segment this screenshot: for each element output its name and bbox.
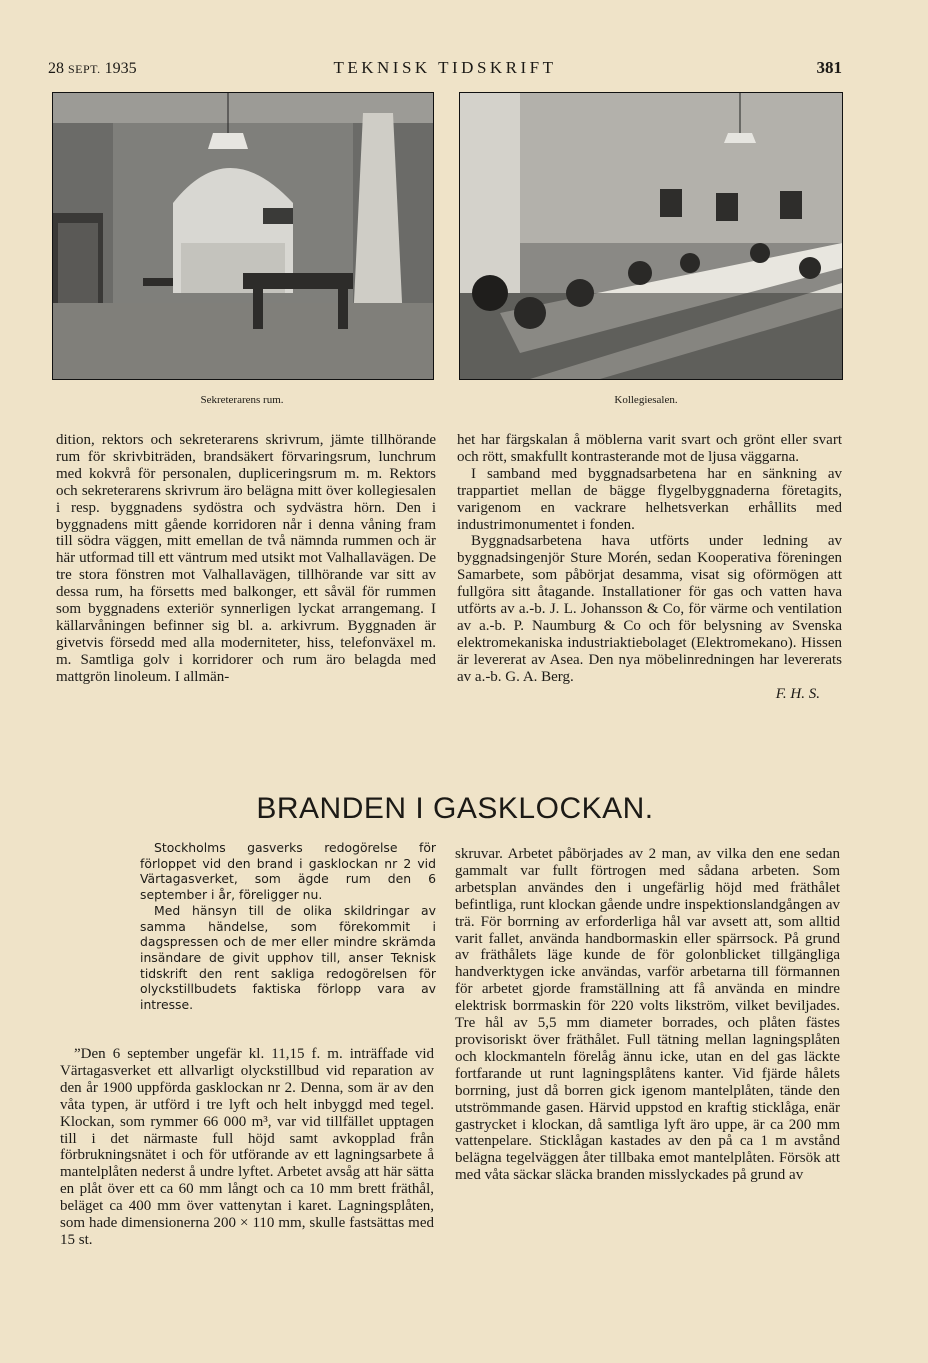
caption-council-hall: Kollegiesalen. — [614, 394, 678, 406]
article2-intro-paragraph-2: Med hänsyn till de olika skildringar av samma händelse, som förekommit i dagspressen och de mer eller mindre skrämda insändare de givit upphov till, anser Teknisk tidskrift den rent sakliga redogörelsen för olyckstillbudets faktiska förlopp vara av intresse. — [140, 902, 436, 1013]
article1-signature: F. H. S. — [775, 685, 820, 702]
article2-intro — [140, 840, 436, 1013]
article1-left-text: dition, rektors och sekreterarens skrivrum, jämte tillhörande rum för skrivbiträden, brandsäkert förvaringsrum, lunchrum med kokvrå för personalen, dupliceringsrum m. m. Rektors och sekreterarens skrivrum äro belägna mitt över kollegiesalen i resp. byggnadens sydöstra och sydvästra hörn. Den i byggnadens mitt gående korridoren når i denna våning fram till södra väggen, mitt emellan de två nämnda rummen och är här utformad till ett väntrum med utsikt mot Valhallavägen. De tre stora fönstren mot Valhallavägen, tillhörande var sitt av dessa rum, ha försetts med balkonger, ett såväl för rummen som byggnadens exteriör synnerligen lyckat arrangemang. I källarvåningen befinner sig bl. a. arkivrum. Byggnaden är givetvis försedd med alla moderniteter, hiss, telefonväxel m. m. Samtliga golv i korridorer och rum äro belagda med mattgrön linoleum. I allmän- — [56, 432, 436, 685]
article2-right-column — [455, 846, 840, 1184]
article2-headline: BRANDEN I GASKLOCKAN. — [256, 792, 654, 825]
page-number: 381 — [816, 58, 842, 77]
article1-right-paragraph-1: het har färgskalan å möblerna varit svart och grönt eller svart och rött, smakfullt kontrasterande mot de ljusa väggarna. — [457, 432, 842, 465]
date-day: 28 — [48, 60, 64, 77]
article2-left-text: ”Den 6 september ungefär kl. 11,15 f. m. inträffade vid Värtagasverket ett allvarligt olyckstillbud vid reparation av den år 1900 uppförda gasklockan nr 2. Denna, som är av den våta typen, är utförd i tre lyft och helt inbyggd med tegel. Klockan, som rymmer 66 000 m³, var vid tillfället upptagen till i det närmaste full höjd samt avkopplad från förbrukningsnätet i och för utförande av ett lagningsarbete å mantelplåten nederst å undre lyftet. Arbetet avsåg att här sätta en plåt över ett ca 60 mm långt och ca 10 mm brett fräthål, beläget ca 400 mm över vattenytan i karet. Lagningsplåten, som hade dimensionerna 200 × 110 mm, skulle fastsättas med 15 st. — [60, 1046, 434, 1248]
article2-left-column — [60, 1046, 434, 1249]
article1-right-paragraph-3: Byggnadsarbetena hava utförts under ledning av byggnadsingenjör Sture Morén, sedan Kooperativa föreningen Samarbete, som påbörjat desamma, visat sig oförmögen att fullgöra sitt åtagande. Installationer för gas och vatten hava utförts av a.-b. J. L. Johansson & Co, för värme och ventilation av a.-b. P. Naumburg & Co och för belysning av Svenska elektromekaniska industriaktiebolaget (Elektromekano). Hissen är levererat av Asea. Den nya möbelinredningen har levererats av a.-b. G. A. Berg. — [457, 533, 842, 685]
article2-right-text: skruvar. Arbetet påbörjades av 2 man, av vilka den ene sedan gammalt var fullt förtrogen med sådana arbeten. Som arbetsplan användes den i ungefärlig höjd med fräthålet befintliga, runt klockan gående undre inspektionslandgången av trä. För borrning av erforderliga hål var avsett att, som alltid varit fallet, använda handbormaskin eller spärrsock. På grund av fräthålets läge kunde de för golonblicket tillgängliga handverktygen icke användas, varför arbetarna till förmannen för arbetet gjorde framställning att få använda en mindre elektrisk borrmaskin för 220 volts likström, vilket beviljades. Tre hål av 5,5 mm diameter borrades, och plåten fästes provisoriskt över fräthålet. Full tätning mellan lagningsplåten och klockmanteln förelåg ännu icke, utan en del gas läckte fortfarande ut runt lagningsplåtens kanter. Vid fjärde hålets borrning, just då borren gick igenom mantelplåten, tände den utströmmande gasen. Härvid uppstod en kraftig sticklåga, enär gastrycket i klockan, då samtliga lyft äro uppe, är ca 200 mm vattenpelare. Sticklågan kastades av den på ca 1 m avstånd belägna tegelväggen åter tillbaka emot mantelplåten. Försök att med våta säckar släcka branden misslyckades på grund av — [455, 846, 840, 1184]
photo-council-hall — [459, 92, 843, 380]
article1-right-paragraph-2: I samband med byggnadsarbetena har en sänkning av trappartiet mellan de bägge flygelbyggnaderna företagits, varigenom en vackrare helhetsverkan erhållits med industrimonumentet i fonden. — [457, 465, 842, 533]
photo-secretary-room — [52, 92, 434, 380]
photo-secretary-room-image — [53, 93, 433, 379]
page-header — [48, 58, 842, 82]
journal-title: TEKNISK TIDSKRIFT — [333, 58, 557, 77]
article1-right-column — [457, 432, 842, 703]
article1-left-column — [56, 432, 436, 686]
date-month: SEPT. — [68, 62, 101, 76]
caption-secretary-room: Sekreterarens rum. — [200, 394, 284, 406]
article2-intro-paragraph-1: Stockholms gasverks redogörelse för förloppet vid den brand i gasklockan nr 2 vid Värtagasverket, som ägde rum den 6 september i år, föreligger nu. — [140, 840, 436, 903]
photo-council-hall-image — [460, 93, 842, 379]
date-year: 1935 — [104, 60, 137, 77]
